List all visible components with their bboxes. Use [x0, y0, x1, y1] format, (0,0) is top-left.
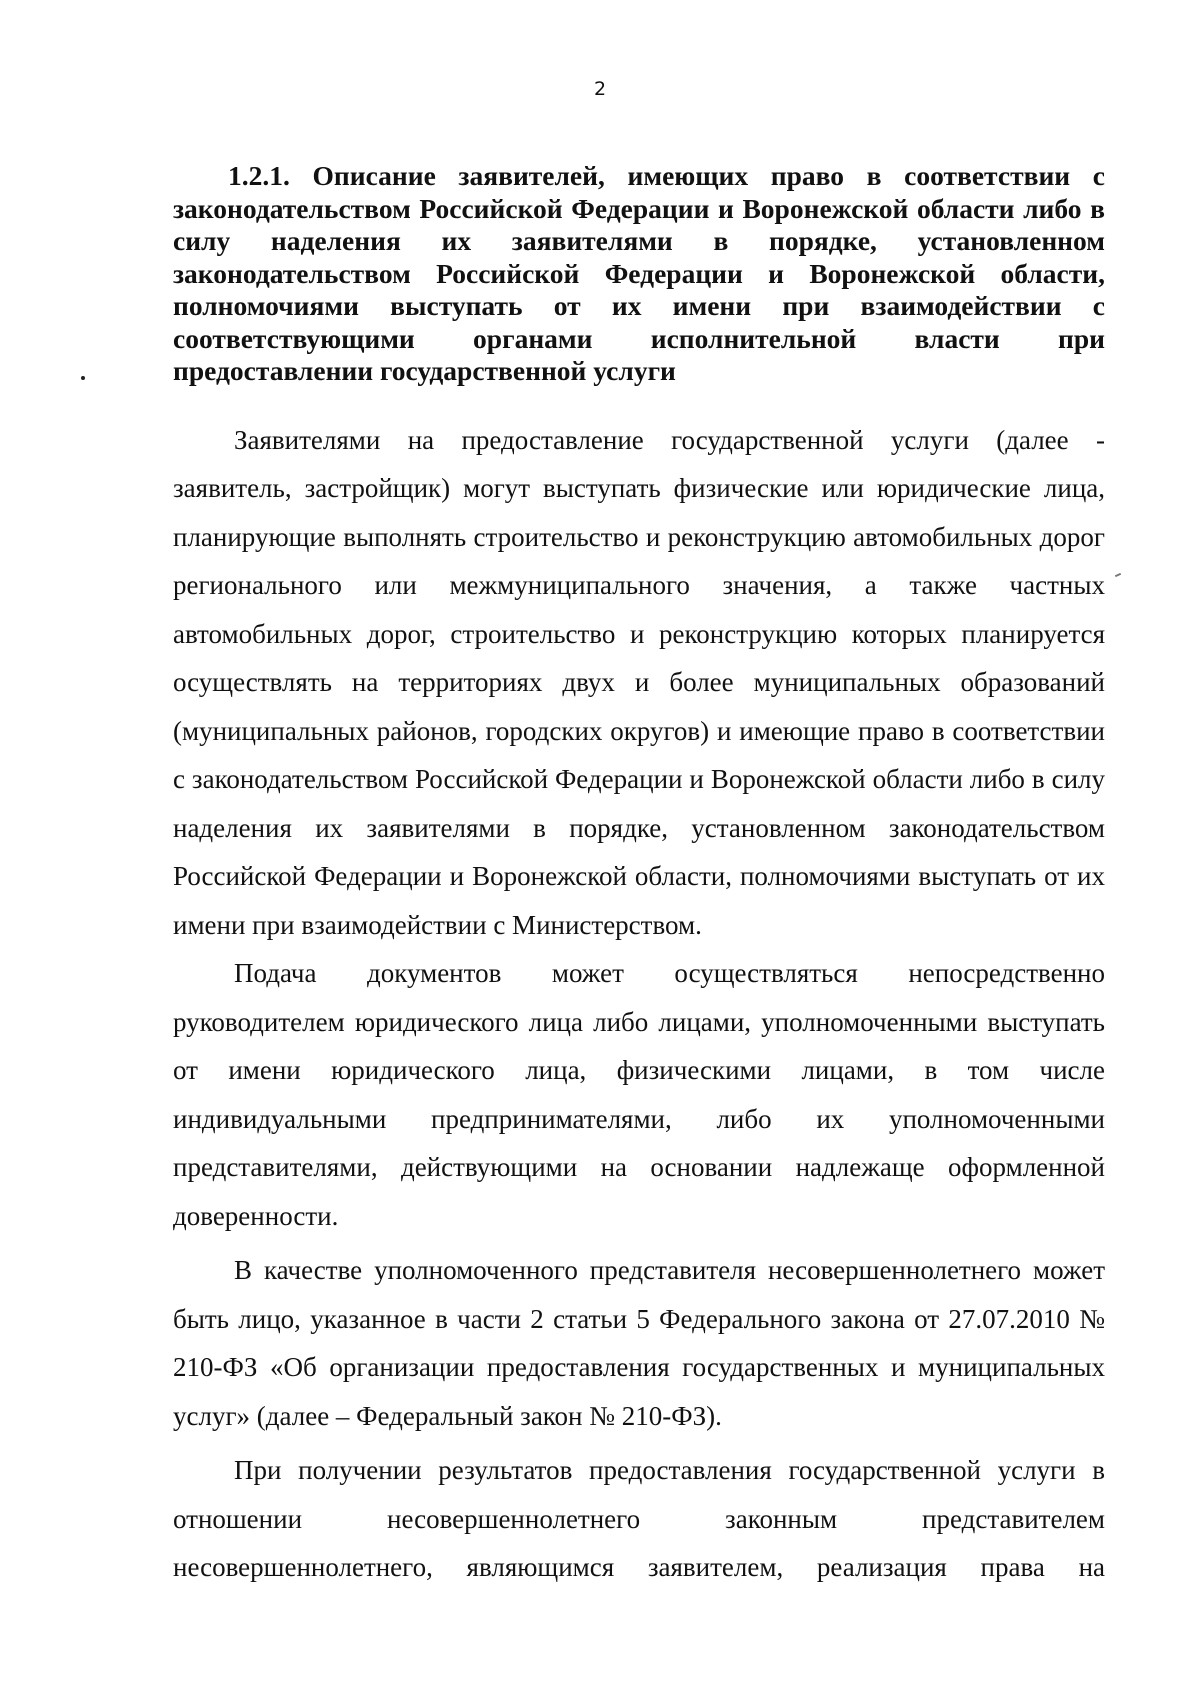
section-heading: 1.2.1. Описание заявителей, имеющих право в соответствии с законодательством Российской Федерации и Воронежской области либо в силу наделения их заявителями в порядке, установленном законодательством Российской Федерации и Воронежской области, полномочиями выступать от их имени при взаимодействии с соответствующими органами исполнительной власти при предоставлении государственной услуги [173, 160, 1105, 386]
paragraph-minor-representative: В качестве уполномоченного представителя несовершеннолетнего может быть лицо, указанное в части 2 статьи 5 Федерального закона от 27.07.2010 № 210-ФЗ «Об организации предоставления государственных и муниципальных услуг» (далее – Федеральный закон № 210-ФЗ). [173, 1255, 1105, 1431]
paragraph-results-receipt: При получении результатов предоставления государственной услуги в отношении несовершеннолетнего законным представителем несовершеннолетнего, являющимся заявителем, реализация права на [173, 1455, 1105, 1582]
document-body [173, 160, 1105, 1592]
paragraph-document-submission: Подача документов может осуществляться непосредственно руководителем юридического лица либо лицами, уполномоченными выступать от имени юридического лица, физическими лицами, в том числе индивидуальными предпринимателями, либо их уполномоченными представителями, действующими на основании надлежаще оформленной доверенности. [173, 958, 1105, 1231]
page-number: 2 [593, 78, 607, 100]
paragraph-applicants: Заявителями на предоставление государственной услуги (далее - заявитель, застройщик) могут выступать физические или юридические лица, планирующие выполнять строительство и реконструкцию автомобильных дорог регионального или межмуниципального значения, а также частных автомобильных дорог, строительство и реконструкцию которых планируется осуществлять на территориях двух и более муниципальных образований (муниципальных районов, городских округов) и имеющие право в соответствии с законодательством Российской Федерации и Воронежской области либо в силу наделения их заявителями в порядке, установленном законодательством Российской Федерации и Воронежской области, полномочиями выступать от их имени при взаимодействии с Министерством. [173, 424, 1105, 940]
scan-speck [1115, 573, 1121, 577]
margin-dot [81, 376, 85, 380]
